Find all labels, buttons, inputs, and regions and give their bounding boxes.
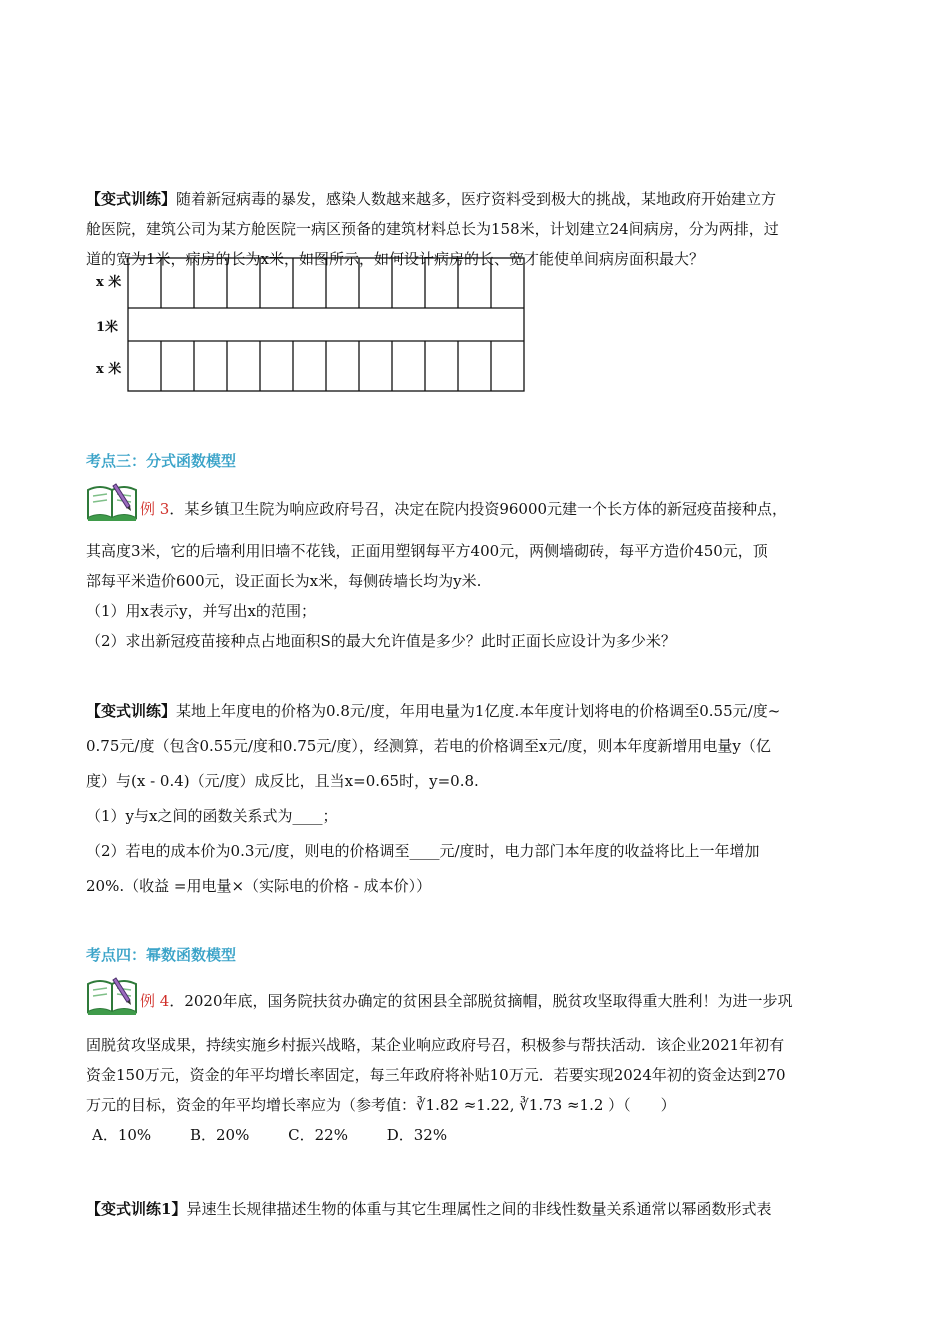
choice-a: A．10% bbox=[92, 1126, 152, 1144]
example-label: 例 4 bbox=[140, 992, 170, 1010]
section-heading-3: 考点三：分式函数模型 bbox=[86, 452, 237, 470]
text-line: 固脱贫攻坚成果，持续实施乡村振兴战略，某企业响应政府号召，积极参与帮扶活动．该企业2021年初有 bbox=[86, 1036, 785, 1054]
variant-training-2 bbox=[86, 694, 864, 904]
question-part-1: （1）y与x之间的函数关系式为____； bbox=[86, 807, 338, 825]
text-line: 道的宽为1米，病房的长为x米，如图所示，如何设计病房的长、宽才能使单间病房面积最大？ bbox=[86, 250, 705, 268]
variant-tag: 【变式训练】 bbox=[86, 190, 177, 208]
text-line: 部每平米造价600元，设正面长为x米，每侧砖墙长均为y米. bbox=[86, 572, 482, 590]
text-line: ．2020年底，国务院扶贫办确定的贫困县全部脱贫摘帽，脱贫攻坚取得重大胜利！为进一步巩 bbox=[169, 992, 793, 1010]
row-label-top: x 米 bbox=[96, 275, 122, 290]
answer-choices bbox=[86, 1120, 864, 1150]
example-4-body bbox=[86, 1030, 864, 1150]
example-3 bbox=[86, 494, 864, 524]
choice-c: C．22% bbox=[288, 1126, 348, 1144]
text-line: 0.75元/度（包含0.55元/度和0.75元/度），经测算，若电的价格调至x元/度，则本年度新增用电量y（亿 bbox=[86, 737, 771, 755]
choice-b: B．20% bbox=[189, 1126, 250, 1144]
choice-d: D．32% bbox=[386, 1126, 448, 1144]
question-part-2: （2）若电的成本价为0.3元/度，则电的价格调至____元/度时，电力部门本年度的收益将比上一年增加 bbox=[86, 842, 760, 860]
row-label-corridor: 1米 bbox=[96, 320, 119, 335]
section-heading-4: 考点四：幂数函数模型 bbox=[86, 946, 237, 964]
question-part-1: （1）用x表示y，并写出x的范围； bbox=[86, 602, 316, 620]
variant-training-3 bbox=[86, 1194, 864, 1224]
example-label: 例 3 bbox=[140, 500, 170, 518]
text-line: 其高度3米，它的后墙利用旧墙不花钱，正面用塑钢每平方400元，两侧墙砌砖，每平方造价450元，顶 bbox=[86, 542, 768, 560]
text-line: 度）与(x - 0.4)（元/度）成反比，且当x=0.65时，y=0.8. bbox=[86, 772, 479, 790]
example-4 bbox=[86, 986, 864, 1016]
example-3-body bbox=[86, 536, 864, 656]
variant-tag: 【变式训练】 bbox=[86, 702, 177, 720]
text-line: 万元的目标，资金的年平均增长率应为（参考值：∛1.82 ≈1.22, ∛1.73 ≈1.2 ）（ ） bbox=[86, 1096, 676, 1114]
text-line: 舱医院，建筑公司为某方舱医院一病区预备的建筑材料总长为158米，计划建立24间病房，分为两排，过 bbox=[86, 220, 779, 238]
variant-tag: 【变式训练1】 bbox=[86, 1200, 187, 1218]
ward-grid-svg bbox=[126, 257, 566, 397]
text-line: 异速生长规律描述生物的体重与其它生理属性之间的非线性数量关系通常以幂函数形式表 bbox=[186, 1200, 772, 1218]
question-part-2: （2）求出新冠疫苗接种点占地面积S的最大允许值是多少？此时正面长应设计为多少米？ bbox=[86, 632, 676, 650]
text-line: 资金150万元，资金的年平均增长率固定，每三年政府将补贴10万元．若要实现2024年初的资金达到270 bbox=[86, 1066, 786, 1084]
text-line: 20%.（收益 =用电量×（实际电的价格 - 成本价）） bbox=[86, 877, 432, 895]
text-line: ．某乡镇卫生院为响应政府号召，决定在院内投资96000元建一个长方体的新冠疫苗接种点， bbox=[169, 500, 788, 518]
text-line: 随着新冠病毒的暴发，感染人数越来越多，医疗资料受到极大的挑战，某地政府开始建立方 bbox=[176, 190, 777, 208]
text-line: 某地上年度电的价格为0.8元/度，年用电量为1亿度.本年度计划将电的价格调至0.55元/度~ bbox=[176, 702, 781, 720]
row-label-bottom: x 米 bbox=[96, 362, 122, 377]
